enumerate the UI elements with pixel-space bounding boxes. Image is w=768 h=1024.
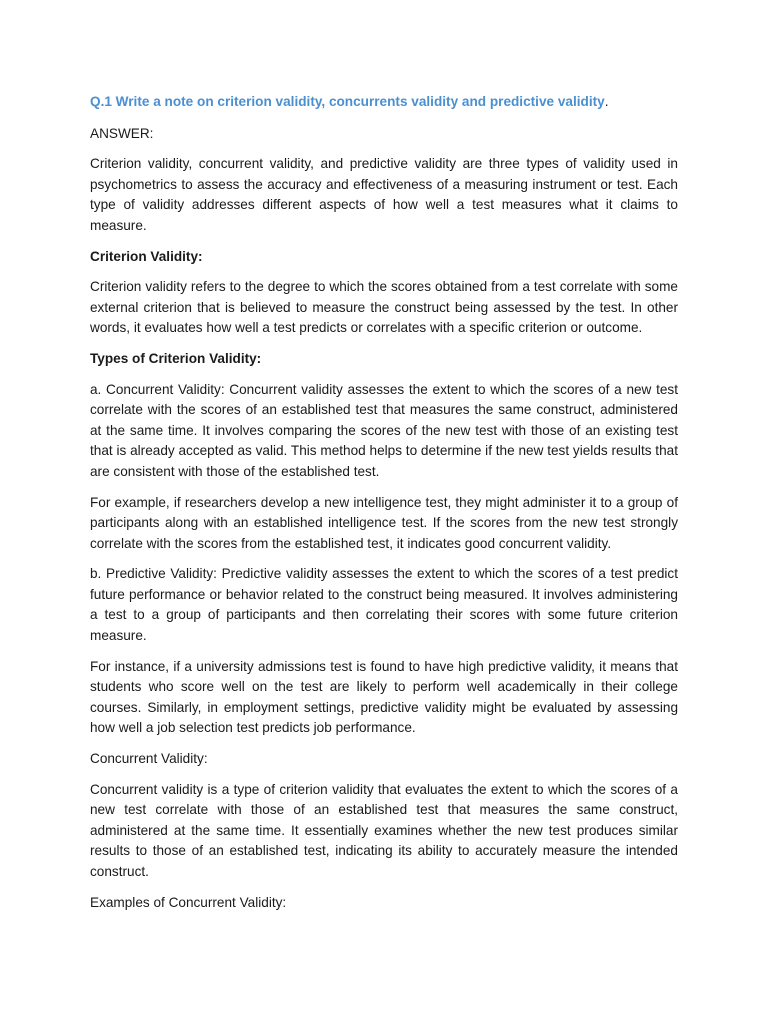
concurrent-validity-heading: Concurrent Validity: [90,751,208,767]
question-text: Q.1 Write a note on criterion validity, concurrents validity and predictive validity [90,94,605,109]
concurrent-example-paragraph: For example, if researchers develop a new intelligence test, they might administer it to a group of participants along with an established intelligence test. If the scores from the new test strongly correlate with the scores from the established test, it indicates good concurrent validity. [90,494,678,551]
types-heading: Types of Criterion Validity: [90,350,262,366]
question-period: . [604,94,609,109]
document-page [90,92,678,923]
concurrent-validity-paragraph: Concurrent validity is a type of criterion validity that evaluates the extent to which the scores of a new test correlate with those of an established test that measures the same construct, administered at the same time. It essentially examines whether the new test produces similar results to those of an established test, indicating its ability to accurately measure the intended construct. [90,781,678,879]
examples-heading: Examples of Concurrent Validity: [90,894,287,910]
predictive-example-paragraph: For instance, if a university admissions test is found to have high predictive validity, it means that students who score well on the test are likely to perform well academically in their college courses. Similarly, in employment settings, predictive validity might be evaluated by assessing how well a job selection test predicts job performance. [90,658,678,736]
concurrent-validity-item: a. Concurrent Validity: Concurrent validity assesses the extent to which the scores of a new test correlate with the scores of an established test that measures the same construct, administered at the same time. It involves comparing the scores of the new test with those of an existing test that is already accepted as valid. This method helps to determine if the new test yields results that are consistent with those of the established test. [90,381,678,479]
question-title [90,92,678,113]
predictive-validity-item: b. Predictive Validity: Predictive validity assesses the extent to which the scores of a test predict future performance or behavior related to the construct being measured. It involves administering a test to a group of participants and then correlating their scores with some future criterion measure. [90,566,678,644]
answer-label: ANSWER: [90,125,154,141]
criterion-validity-paragraph: Criterion validity refers to the degree to which the scores obtained from a test correlate with some external criterion that is believed to measure the construct being assessed by the test. In other words, it evaluates how well a test predicts or correlates with a specific criterion or outcome. [90,279,678,336]
intro-paragraph: Criterion validity, concurrent validity, and predictive validity are three types of validity used in psychometrics to assess the accuracy and effectiveness of a measuring instrument or test. Each type of validity addresses different aspects of how well a test measures what it claims to measure. [90,156,678,233]
criterion-validity-heading: Criterion Validity: [90,248,203,264]
